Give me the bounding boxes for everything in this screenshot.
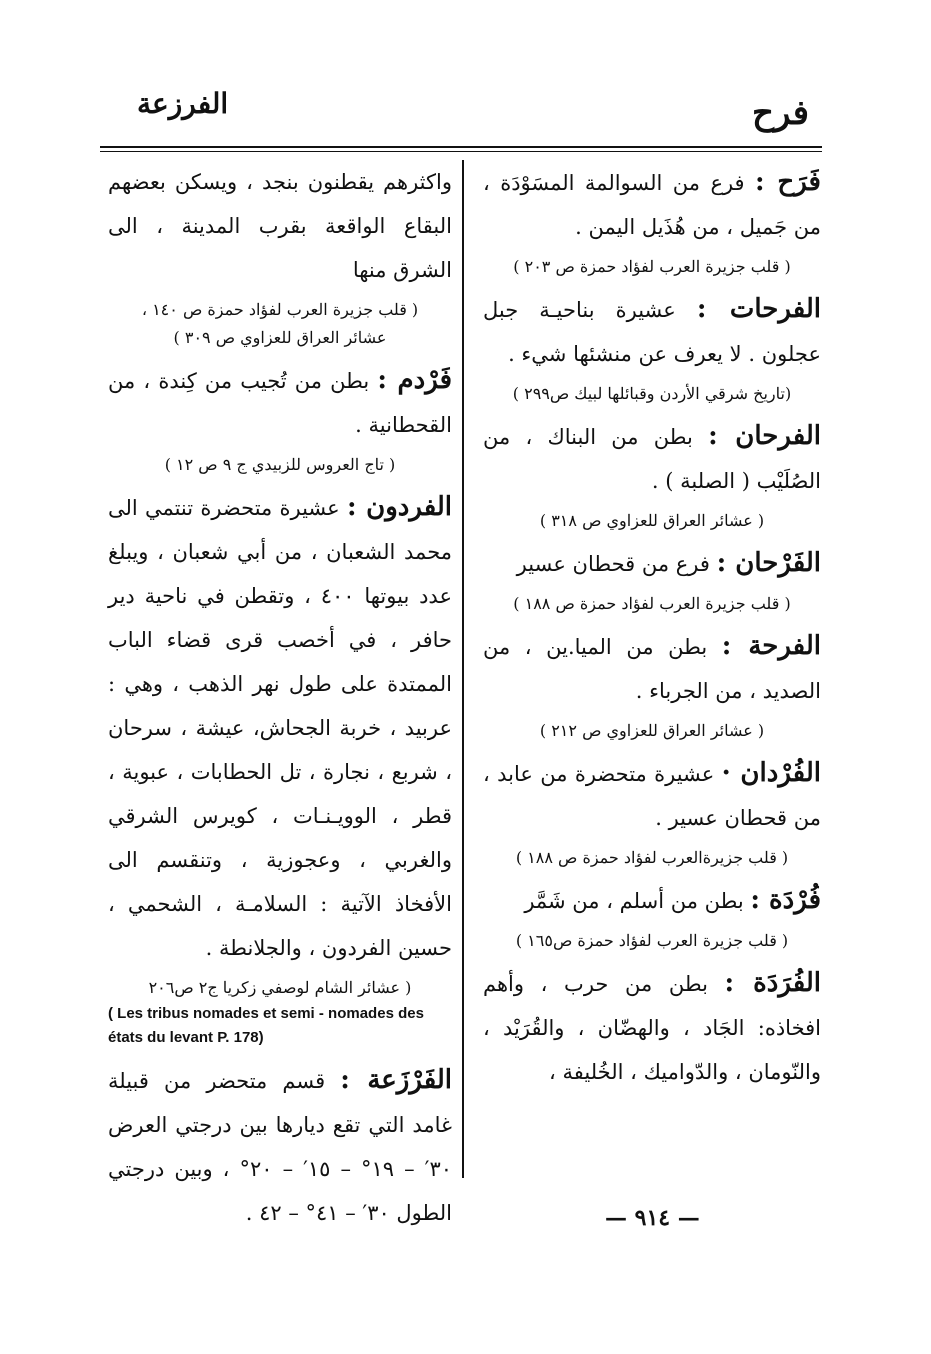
entry-alfarhan <box>483 414 821 503</box>
entry-text: فرع من قحطان عسير <box>516 552 710 576</box>
entry-term: الفردون : <box>346 492 453 522</box>
page-number: — ٩١٤ — <box>605 1205 700 1231</box>
entry-text: عشيرة بناحيـة جبل عجلون . لا يعرف عن منشئها شيء . <box>483 298 821 366</box>
entry-text: بطن من البناك ، من الصُلَيْب ( الصلبة ) . <box>483 425 821 493</box>
entry-term: فَرْدم : <box>377 365 452 395</box>
entry-alfurada <box>483 961 821 1094</box>
entry-alfurdan <box>483 751 821 840</box>
entry-reference: ( قلب جزيرة العرب لفؤاد حمزة ص ٢٠٣ ) <box>513 257 791 276</box>
entry-text: قسم متحضر من قبيلة غامد التي تقع ديارها بين درجتي العرض ٣٠′ – ١٩° – ١٥′ – ٢٠° ، وبين درجتي الطول ٣٠′ – ٤١° – ٤٢ . <box>108 1069 452 1225</box>
entry-fardam <box>108 358 452 447</box>
entry-text: عشيرة متحضرة تنتمي الى محمد الشعبان ، من أبي شعبان ، ويبلغ عدد بيوتها ٤٠٠ ، وتقطن في ناحية دير حافر ، في أخصب قرى قضاء الباب الممتدة على طول نهر الذهب ، وهي : عربيد ، خربة الجحاش، عيشة ، سرحان ، شربع ، نجارة ، تل الحطابات ، عبوية ، قطر ، الوويـنـات ، كويرس الشرقي والغربي ، وعجوزية ، وتنقسم الى الأفخاذ الآتية : السلامـة ، الشحمي ، حسين الفردون ، والجلانطة . <box>108 496 452 960</box>
entry-text: بطن من تُجيب من كِندة ، من القحطانية . <box>108 369 452 437</box>
entry-reference: ( قلب جزيرة العرب لفؤاد حمزة ص ١٤٠ ، <box>141 300 419 319</box>
header-root-word: فرح <box>752 93 809 133</box>
entry-reference: ( قلب جزيرةالعرب لفؤاد حمزة ص ١٨٨ ) <box>515 848 789 867</box>
entry-alfarhan-asir <box>483 541 821 586</box>
entry-term: فُرْدَة : <box>750 885 821 915</box>
header-rule-thin <box>100 151 822 152</box>
entry-term: الفُرَدَة : <box>724 968 821 998</box>
entry-reference: ( تاج العروس للزبيدي ج ٩ ص ١٢ ) <box>164 455 396 474</box>
entry-continuation: واكثرهم يقطنون بنجد ، ويسكن بعضهم البقاع الواقعة بقرب المدينة ، الى الشرق منها <box>108 170 452 282</box>
entry-reference: ( عشائر العراق للعزاوي ص ٢١٢ ) <box>539 721 765 740</box>
entry-alfarzaa <box>108 1058 452 1235</box>
entry-term: الفُرْدان · <box>721 758 821 788</box>
entry-text: بطن من حرب ، وأهم افخاذه: الجَاد ، والهضّان ، والقُرَيْد ، والنّومان ، والدّواميك ، الخُليفة ، <box>483 972 821 1084</box>
latin-reference: ( Les tribus nomades et semi - nomades des états du levant P. 178) <box>108 1005 424 1046</box>
entry-reference: (تاريخ شرقي الأردن وقبائلها لبيك ص٢٩٩ ) <box>512 384 792 403</box>
right-column <box>483 160 821 1098</box>
left-column <box>108 160 452 1239</box>
entry-alfarhat <box>483 287 821 376</box>
entry-furda <box>483 878 821 923</box>
entry-term: الفَرْزَعة : <box>340 1065 452 1095</box>
entry-alfardun <box>108 485 452 970</box>
entry-alfarha <box>483 624 821 713</box>
entry-term: الفرحة : <box>721 631 821 661</box>
entry-text: فرع من السوالمة المسَوْدَة ، من جَميل ، من هُذَيل اليمن . <box>483 171 821 239</box>
entry-text: عشيرة متحضرة من عابد ، من قحطان عسير . <box>483 762 821 830</box>
entry-reference: ( قلب جزيرة العرب لفؤاد حمزة ص١٦٥ ) <box>515 931 789 950</box>
entry-term: الفرحات : <box>696 294 821 324</box>
header-last-entry-word: الفرزعة <box>137 87 229 120</box>
entry-term: الفَرْحان : <box>716 548 821 578</box>
entry-reference: ( عشائر الشام لوصفي زكريا ج٢ ص٢٠٦ <box>148 978 412 997</box>
entry-text: بطن من أسلم ، من شَمَّر <box>524 889 744 913</box>
column-divider <box>462 160 464 1178</box>
entry-term: فَرَح : <box>755 167 821 197</box>
entry-farah <box>483 160 821 249</box>
entry-reference: ( عشائر العراق للعزاوي ص ٣١٨ ) <box>539 511 765 530</box>
entry-text: بطن من الميا.ين ، من الصديد ، من الجرباء . <box>483 635 821 703</box>
header-rule-thick <box>100 146 822 148</box>
entry-reference: ( قلب جزيرة العرب لفؤاد حمزة ص ١٨٨ ) <box>513 594 791 613</box>
entry-term: الفرحان : <box>708 421 821 451</box>
entry-reference: عشائر العراق للعزاوي ص ٣٠٩ ) <box>173 328 387 347</box>
